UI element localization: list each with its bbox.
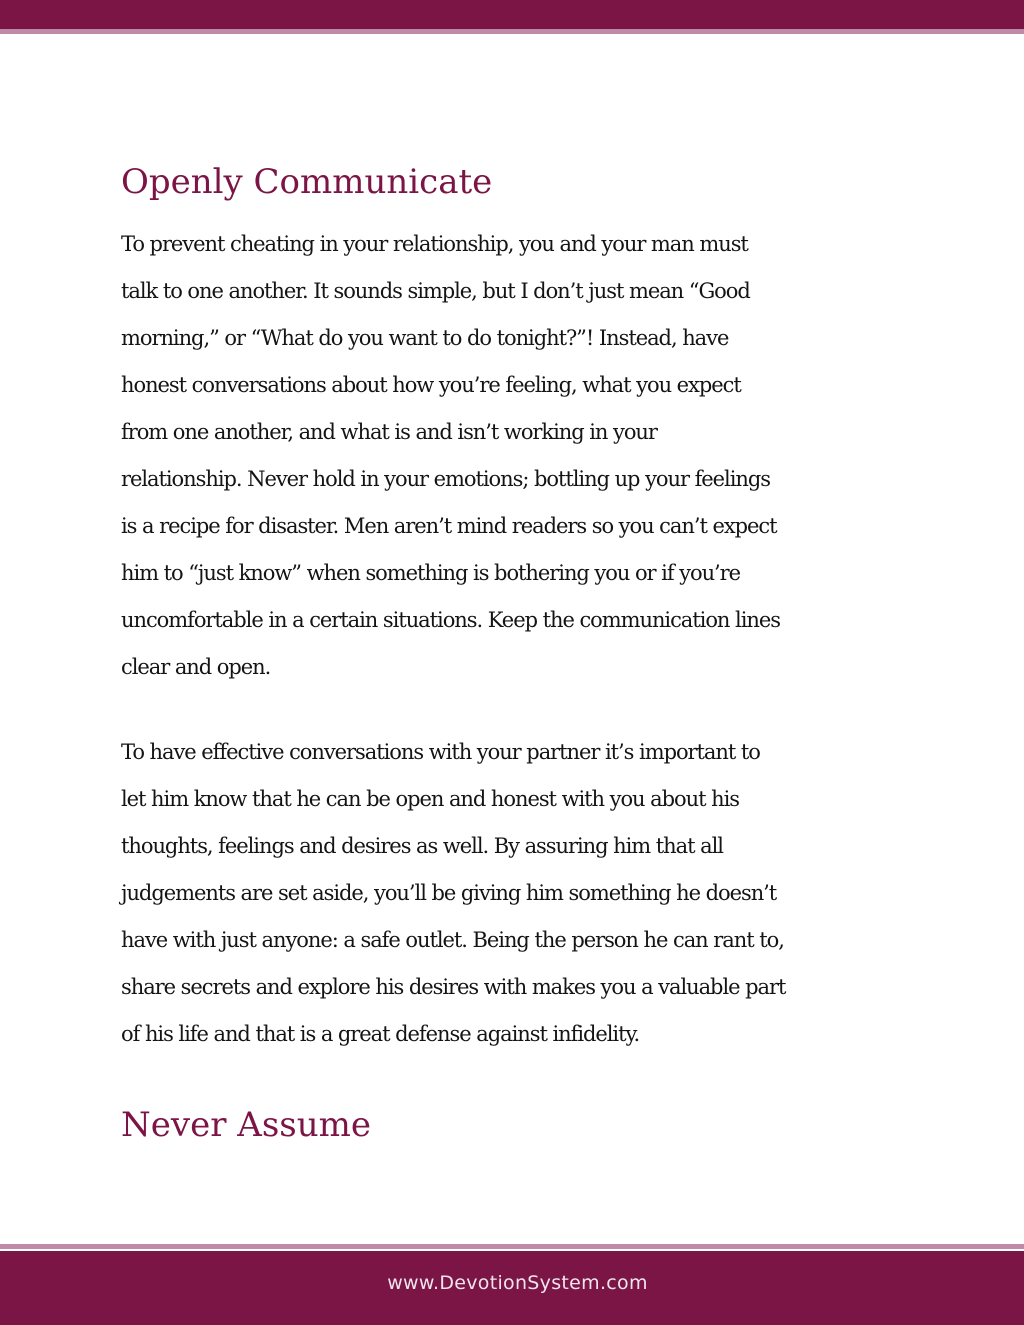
header-rule xyxy=(0,29,1024,34)
paragraph-line: uncomfortable in a certain situations. Keep the communication lines xyxy=(121,608,780,632)
paragraph-line: is a recipe for disaster. Men aren’t mind readers so you can’t expect xyxy=(121,514,777,538)
paragraph-line: To have effective conversations with your partner it’s important to xyxy=(121,740,760,764)
paragraph-line: morning,” or “What do you want to do tonight?”! Instead, have xyxy=(121,326,729,350)
paragraph-line: relationship. Never hold in your emotions; bottling up your feelings xyxy=(121,467,770,491)
paragraph-line: talk to one another. It sounds simple, but I don’t just mean “Good xyxy=(121,279,750,303)
footer-rule xyxy=(0,1244,1024,1249)
header-band xyxy=(0,0,1024,29)
paragraph-line: share secrets and explore his desires with makes you a valuable part xyxy=(121,975,786,999)
paragraph xyxy=(121,221,780,691)
paragraph-line: have with just anyone: a safe outlet. Being the person he can rant to, xyxy=(121,928,784,952)
footer-url: www.DevotionSystem.com xyxy=(387,1272,648,1294)
paragraph-line: let him know that he can be open and honest with you about his xyxy=(121,787,739,811)
paragraph-line: honest conversations about how you’re feeling, what you expect xyxy=(121,373,741,397)
section-heading-openly-communicate: Openly Communicate xyxy=(121,162,493,202)
section-heading-never-assume: Never Assume xyxy=(121,1105,371,1145)
paragraph-line: thoughts, feelings and desires as well. By assuring him that all xyxy=(121,834,723,858)
paragraph-line: To prevent cheating in your relationship, you and your man must xyxy=(121,232,748,256)
paragraph-line: of his life and that is a great defense against infidelity. xyxy=(121,1022,640,1046)
paragraph xyxy=(121,729,785,1058)
paragraph-line: him to “just know” when something is bothering you or if you’re xyxy=(121,561,741,585)
paragraph-line: judgements are set aside, you’ll be giving him something he doesn’t xyxy=(121,881,777,905)
paragraph-line: from one another, and what is and isn’t working in your xyxy=(121,420,657,444)
paragraph-line: clear and open. xyxy=(121,655,271,679)
